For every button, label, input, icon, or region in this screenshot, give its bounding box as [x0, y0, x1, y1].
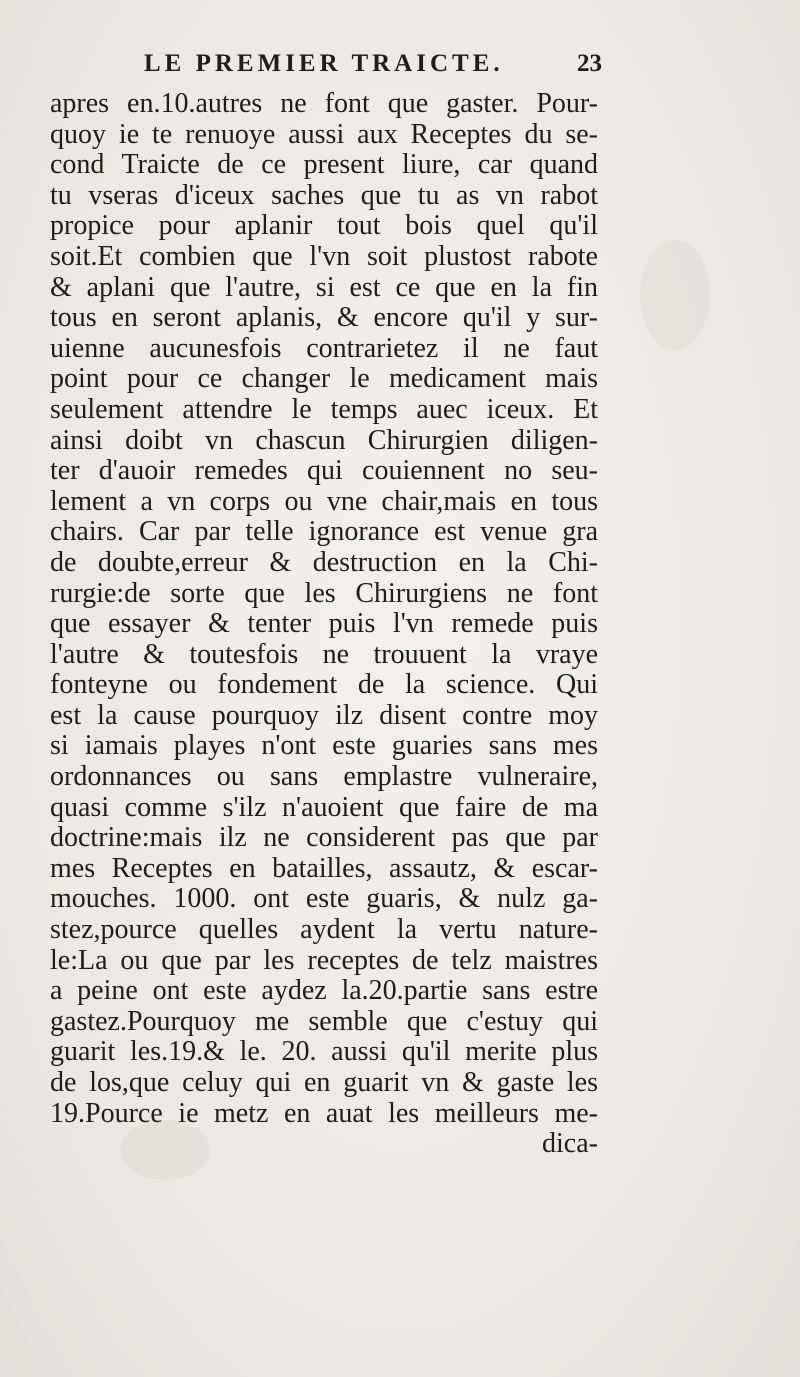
text-line: seulement attendre le temps auec iceux. Et: [50, 393, 598, 425]
text-line: que essayer & tenter puis l'vn remede puis: [50, 608, 598, 640]
text-line: de los,que celuy qui en guarit vn & gaste les: [50, 1067, 598, 1098]
text-line: guarit les.19.& le. 20. aussi qu'il merite plus: [50, 1036, 598, 1068]
running-title: LE PREMIER TRAICTE.: [144, 50, 504, 77]
text-line: tous en seront aplanis, & encore qu'il y sur-: [50, 302, 598, 334]
text-line: gastez.Pourquoy me semble que c'estuy qui: [50, 1005, 598, 1037]
text-line: ter d'auoir remedes qui couiennent no seu-: [50, 455, 598, 487]
text-line: stez,pource quelles aydent la vertu nature-: [50, 914, 598, 946]
text-line: & aplani que l'autre, si est ce que en la fin: [50, 271, 598, 303]
text-line: uienne aucunesfois contrarietez il ne faut: [50, 332, 598, 364]
text-line: ordonnances ou sans emplastre vulneraire,: [50, 761, 598, 793]
text-line: soit.Et combien que l'vn soit plustost rabote: [50, 240, 598, 272]
text-line: chairs. Car par telle ignorance est venue gra: [50, 516, 598, 548]
running-head: [50, 50, 610, 86]
body-text: [50, 89, 598, 1160]
text-line: fonteyne ou fondement de la science. Qui: [50, 669, 598, 701]
text-line: lement a vn corps ou vne chair,mais en tous: [50, 485, 598, 517]
text-line: de doubte,erreur & destruction en la Chi-: [50, 546, 598, 578]
text-line: cond Traicte de ce present liure, car quand: [50, 149, 598, 181]
page-number: 23: [577, 50, 602, 77]
text-line: 19.Pource ie metz en auat les meilleurs me-: [50, 1097, 598, 1129]
text-line: point pour ce changer le medicament mais: [50, 363, 598, 395]
text-line: mes Receptes en batailles, assautz, & escar-: [50, 852, 598, 884]
paper-stain: [640, 240, 710, 350]
text-line: si iamais playes n'ont este guaries sans mes: [50, 730, 598, 762]
text-line: le:La ou que par les receptes de telz maistres: [50, 944, 598, 976]
text-line: ainsi doibt vn chascun Chirurgien diligen-: [50, 424, 598, 456]
catchword: dica-: [542, 1128, 598, 1160]
text-line: l'autre & toutesfois ne trouuent la vraye: [50, 638, 598, 670]
text-line: quoy ie te renuoye aussi aux Receptes du se-: [50, 118, 598, 150]
text-line: propice pour aplanir tout bois quel qu'il: [50, 210, 598, 242]
text-line: quasi comme s'ilz n'auoient que faire de ma: [50, 791, 598, 823]
text-line: apres en.10.autres ne font que gaster. Pour-: [50, 88, 598, 119]
text-line: rurgie:de sorte que les Chirurgiens ne font: [50, 577, 598, 609]
text-line: est la cause pourquoy ilz disent contre moy: [50, 699, 598, 731]
text-line: doctrine:mais ilz ne considerent pas que par: [50, 822, 598, 854]
text-line: tu vseras d'iceux saches que tu as vn rabot: [50, 179, 598, 211]
text-line: a peine ont este aydez la.20.partie sans estre: [50, 975, 598, 1007]
text-line: mouches. 1000. ont este guaris, & nulz ga-: [50, 883, 598, 915]
